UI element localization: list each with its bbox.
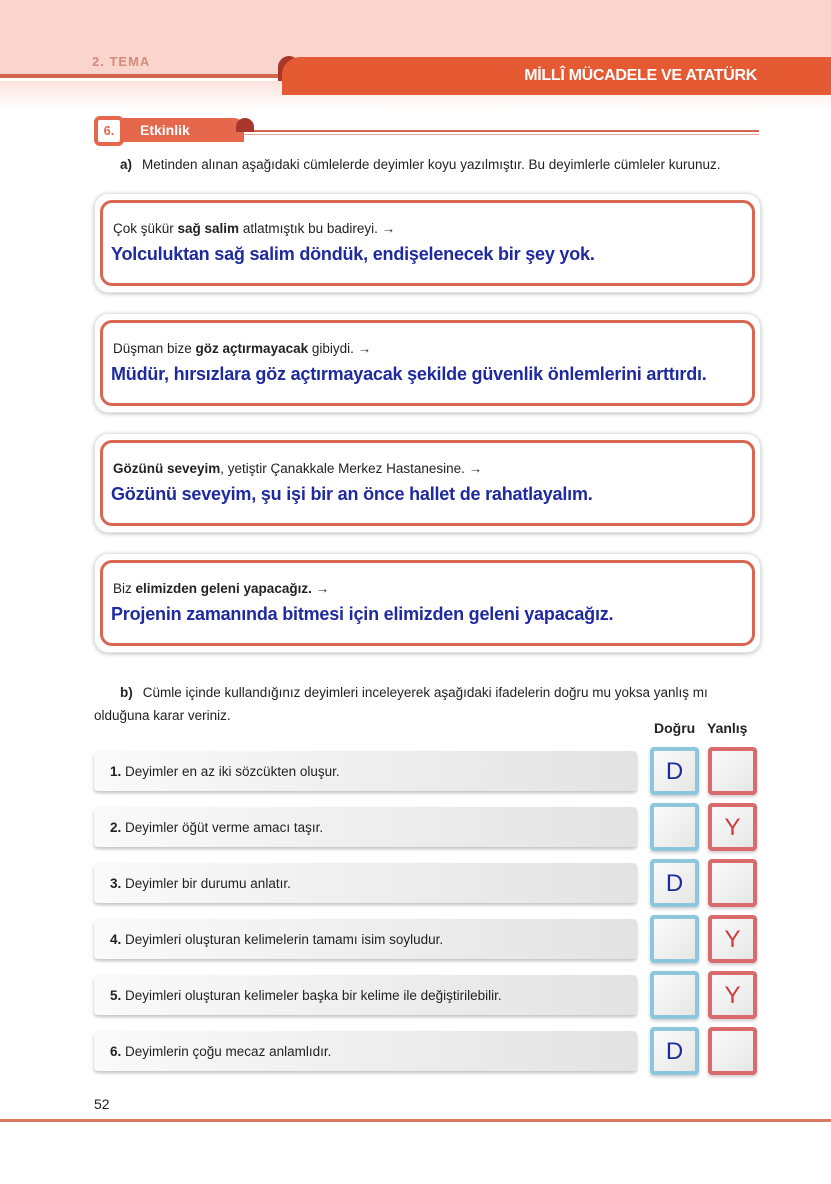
sentence-card-1 [94,193,761,293]
card-border [100,320,755,406]
statement-body: Deyimleri oluşturan kelimelerin tamamı isim soyludur. [121,932,444,947]
section-tab-curl [236,118,254,132]
true-box-6[interactable]: D [650,1027,699,1075]
statement-body: Deyimlerin çoğu mecaz anlamlıdır. [121,1044,332,1059]
idiom: Gözünü seveyim [113,461,221,476]
source-sentence [113,341,371,356]
true-box-4[interactable] [650,915,699,963]
sentence-pre: Çok şükür [113,221,178,236]
statement-row-3 [94,863,637,903]
statement-number: 3. [110,876,122,891]
statement-number: 5. [110,988,122,1003]
true-box-1[interactable]: D [650,747,699,795]
statement-body: Deyimler en az iki sözcükten oluşur. [121,764,340,779]
statement-row-5 [94,975,637,1015]
statement-text [110,988,502,1003]
section-label: Etkinlik [140,122,190,138]
footer-rule [0,1119,831,1122]
statement-number: 2. [110,820,122,835]
false-box-6[interactable] [708,1027,757,1075]
answer-text[interactable]: Müdür, hırsızlara göz açtırmayacak şekilde güvenlik önlemlerini arttırdı. [111,364,707,384]
false-box-4[interactable]: Y [708,915,757,963]
false-box-1[interactable] [708,747,757,795]
sentence-post: → [311,581,330,596]
sentence-post: , yetiştir Çanakkale Merkez Hastanesine. → [220,461,483,476]
sentence-card-2 [94,313,761,413]
section-rule [240,130,759,132]
sentence-pre: Biz [113,581,136,596]
statement-number: 6. [110,1044,122,1059]
unit-label: 2. TEMA [92,54,151,69]
sentence-pre: Düşman bize [113,341,196,356]
card-border [100,440,755,526]
part-a-letter: a) [120,157,133,172]
sentence-card-3 [94,433,761,533]
page-number: 52 [94,1096,110,1112]
section-rule-thin [240,134,759,135]
part-a-text: Metinden alınan aşağıdaki cümlelerde deyimler koyu yazılmıştır. Bu deyimlerle cümleler kurunuz. [142,157,721,172]
answer-text[interactable]: Projenin zamanında bitmesi için elimizden geleni yapacağız. [111,604,614,624]
true-box-2[interactable] [650,803,699,851]
statement-row-4 [94,919,637,959]
source-sentence [113,461,482,476]
statement-text [110,764,340,779]
chapter-title: MİLLÎ MÜCADELE VE ATATÜRK [524,67,757,84]
false-box-5[interactable]: Y [708,971,757,1019]
sentence-card-4 [94,553,761,653]
card-border [100,560,755,646]
idiom: göz açtırmayacak [195,341,309,356]
true-box-5[interactable] [650,971,699,1019]
source-sentence [113,221,395,236]
statement-body: Deyimleri oluşturan kelimeler başka bir kelime ile değiştirilebilir. [121,988,502,1003]
sentence-post: gibiydi. → [308,341,372,356]
part-b-letter: b) [120,685,133,700]
statement-text [110,876,291,891]
part-b-text: Cümle içinde kullandığınız deyimleri inceleyerek aşağıdaki ifadelerin doğru mu yoksa yanlış mı olduğuna karar veriniz. [94,685,708,723]
sentence-post: atlatmıştık bu badireyi. → [239,221,396,236]
part-a-instruction [120,157,721,172]
idiom: sağ salim [177,221,240,236]
statement-body: Deyimler bir durumu anlatır. [121,876,291,891]
card-border [100,200,755,286]
answer-text[interactable]: Yolculuktan sağ salim döndük, endişelenecek bir şey yok. [111,244,595,264]
statement-row-6 [94,1031,637,1071]
statement-row-2 [94,807,637,847]
source-sentence [113,581,329,596]
false-box-3[interactable] [708,859,757,907]
true-box-3[interactable]: D [650,859,699,907]
statement-row-1 [94,751,637,791]
false-box-2[interactable]: Y [708,803,757,851]
statement-number: 1. [110,764,122,779]
statement-number: 4. [110,932,122,947]
header-rule-gap [0,78,300,81]
statement-text [110,820,323,835]
idiom: elimizden geleni yapacağız. [135,581,312,596]
column-header-true: Doğru [654,720,696,736]
statement-text [110,932,443,947]
statement-text [110,1044,331,1059]
answer-text[interactable]: Gözünü seveyim, şu işi bir an önce hallet de rahatlayalım. [111,484,593,504]
statement-body: Deyimler öğüt verme amacı taşır. [121,820,324,835]
section-number: 6. [94,116,124,146]
column-header-false: Yanlış [707,720,748,736]
